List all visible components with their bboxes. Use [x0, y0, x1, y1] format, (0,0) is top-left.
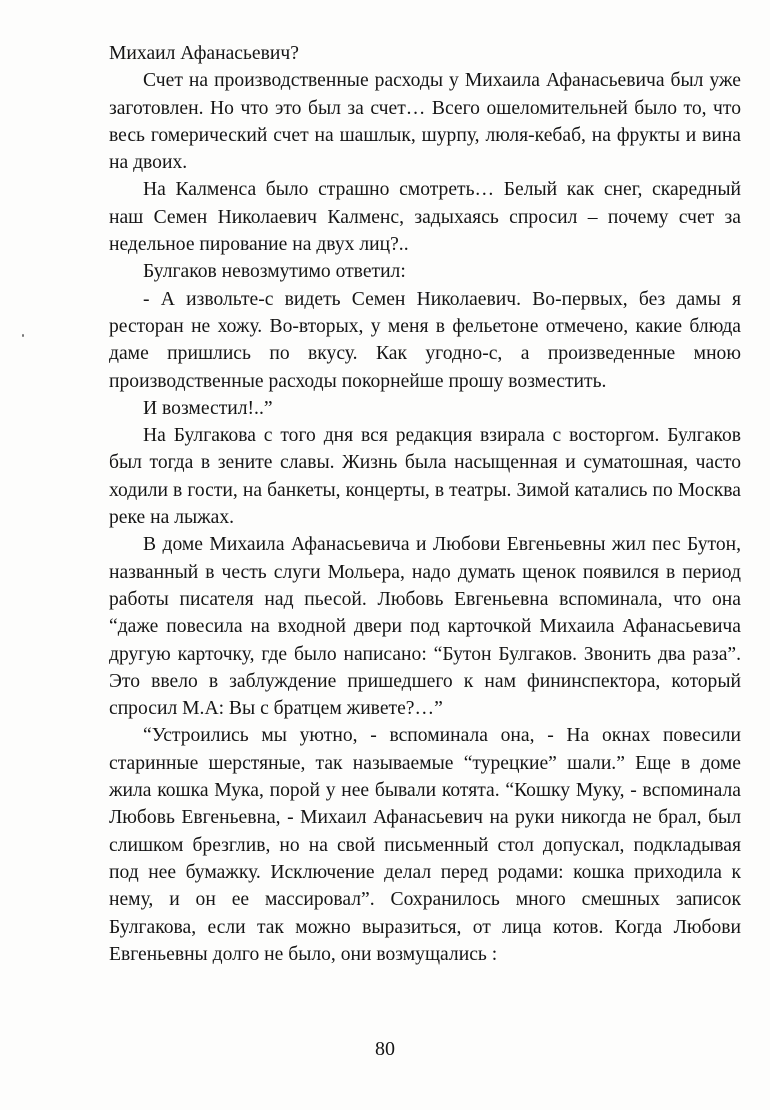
paragraph-2: Счет на производственные расходы у Михаила Афанасьевича был уже заготовлен. Но что это был за счет… Всего ошеломительней было то, что весь гомерический счет на шашлык, шурпу, люля-кебаб, на фрукты и вина на двоих.: [109, 70, 741, 174]
paragraph-9: “Устроились мы уютно, - вспоминала она, - На окнах повесили старинные шерстяные, так называемые “турецкие” шали.” Еще в доме жила кошка Мука, порой у нее бывали котята. “Кошку Муку, - вспоминала Любовь Евгеньевна, - Михаил Афанасьевич на руки никогда не брал, был слишком брезглив, но на свой письменный стол допускал, подкладывая под нее бумажку. Исключение делал перед родами: кошка приходила к нему, и он ее массировал”. Сохранилось много смешных записок Булгакова, если так можно выразиться, от лица котов. Когда Любови Евгеньевны долго не было, они возмущались :: [109, 725, 741, 965]
paragraph-4: Булгаков невозмутимо ответил:: [143, 261, 406, 283]
page-number: 80: [375, 1038, 395, 1060]
paragraph-5: - А извольте-с видеть Семен Николаевич. Во-первых, без дамы я ресторан не хожу. Во-вторых, у меня в фельетоне отмечено, какие блюда даме пришлись по вкусу. Как угодно-с, а произведенные мною производственные расходы покорнейше прошу возместить.: [109, 288, 741, 392]
scan-speck: [22, 334, 24, 337]
paragraph-3: На Калменса было страшно смотреть… Белый как снег, скаредный наш Семен Николаевич Калменс, задыхаясь спросил – почему счет за недельное пирование на двух лиц?..: [109, 179, 741, 256]
paragraph-8: В доме Михаила Афанасьевича и Любови Евгеньевны жил пес Бутон, названный в честь слуги Мольера, надо думать щенок появился в период работы писателя над пьесой. Любовь Евгеньевна вспоминала, что она “даже повесила на входной двери под карточкой Михаила Афанасьевича другую карточку, где было написано: “Бутон Булгаков. Звонить два раза”. Это ввело в заблуждение пришедшего к нам фининспектора, который спросил М.А: Вы с братцем живете?…”: [109, 534, 741, 720]
paragraph-6: И возместил!..”: [143, 397, 273, 419]
body-text: [109, 40, 741, 968]
paragraph-7: На Булгакова с того дня вся редакция взирала с восторгом. Булгаков был тогда в зените славы. Жизнь была насыщенная и суматошная, часто ходили в гости, на банкеты, концерты, в театры. Зимой катались по Москва реке на лыжах.: [109, 425, 741, 529]
paragraph-1: Михаил Афанасьевич?: [109, 43, 299, 64]
